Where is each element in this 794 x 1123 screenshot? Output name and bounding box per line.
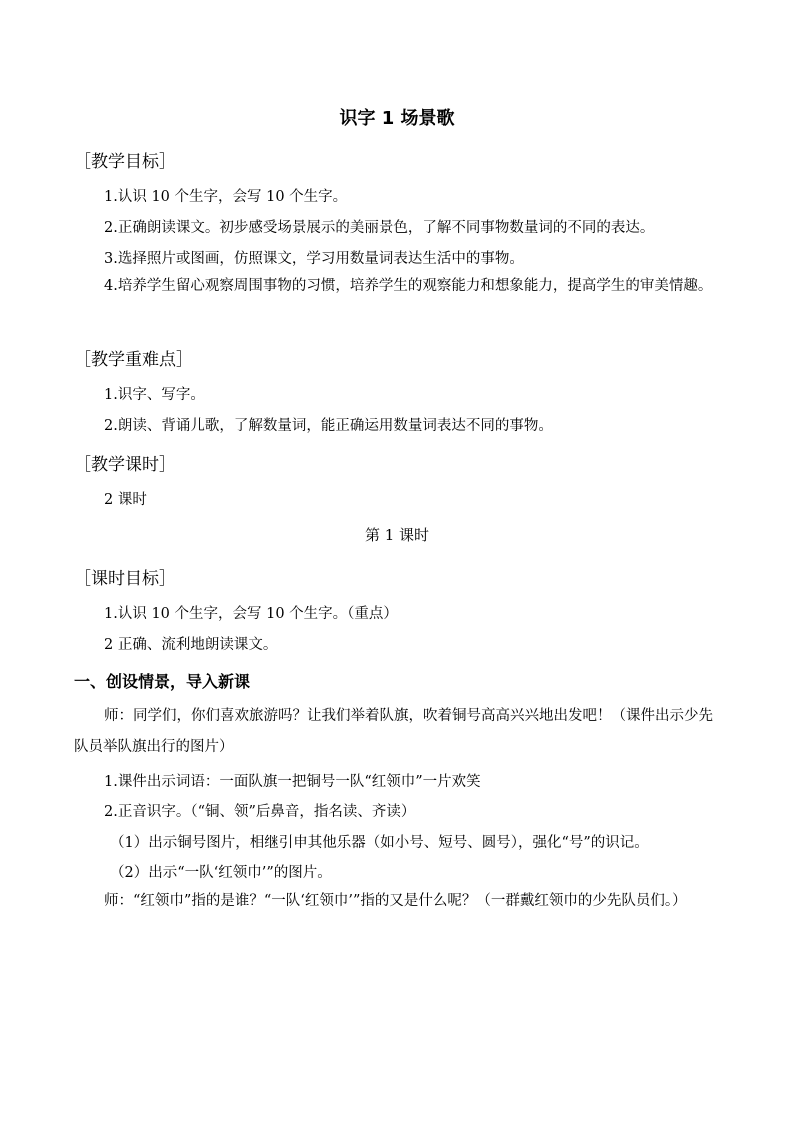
key-point-2: 2.朗读、背诵儿歌，了解数量词，能正确运用数量词表达不同的事物。 — [104, 418, 553, 434]
part-question: 师：“红领巾”指的是谁？“一队‘红领巾’”指的又是什么呢？（一群戴红领巾的少先队员们。） — [104, 893, 687, 909]
part-item-3: （1）出示铜号图片，相继引申其他乐器（如小号、短号、圆号），强化“号”的识记。 — [110, 835, 649, 851]
goal-item-4: 4.培养学生留心观察周围事物的习惯，培养学生的观察能力和想象能力，提高学生的审美情趣。 — [104, 278, 713, 294]
part-item-1: 1.课件出示词语：一面队旗一把铜号一队“红领巾”一片欢笑 — [104, 774, 481, 790]
key-point-1: 1.识字、写字。 — [104, 387, 205, 403]
section-heading-lesson-goals: ［课时目标］ — [74, 569, 176, 589]
part-intro: 师：同学们，你们喜欢旅游吗？让我们举着队旗，吹着铜号高高兴兴地出发吧！（课件出示少先队员举队旗出行的图片） — [74, 708, 713, 755]
lesson-goal-2: 2 正确、流利地朗读课文。 — [104, 637, 278, 653]
goal-item-3: 3.选择照片或图画，仿照课文，学习用数量词表达生活中的事物。 — [104, 251, 524, 267]
part-item-2: 2.正音识字。（“铜、领”后鼻音，指名读、齐读） — [104, 804, 416, 820]
page-title: 识字 1 场景歌 — [339, 108, 455, 129]
part-heading: 一、创设情景，导入新课 — [74, 672, 251, 691]
lesson-goal-1: 1.认识 10 个生字，会写 10 个生字。（重点） — [104, 606, 398, 622]
goal-item-1: 1.认识 10 个生字，会写 10 个生字。 — [104, 189, 348, 205]
section-heading-key-points: ［教学重难点］ — [74, 350, 193, 370]
section-heading-goals: ［教学目标］ — [74, 152, 176, 172]
hours-value: 2 课时 — [104, 492, 147, 508]
lesson-title: 第 1 课时 — [364, 526, 430, 544]
goal-item-2: 2.正确朗读课文。初步感受场景展示的美丽景色，了解不同事物数量词的不同的表达。 — [104, 220, 655, 236]
section-heading-hours: ［教学课时］ — [74, 455, 176, 475]
part-item-4: （2）出示“一队‘红领巾’”的图片。 — [110, 865, 332, 881]
